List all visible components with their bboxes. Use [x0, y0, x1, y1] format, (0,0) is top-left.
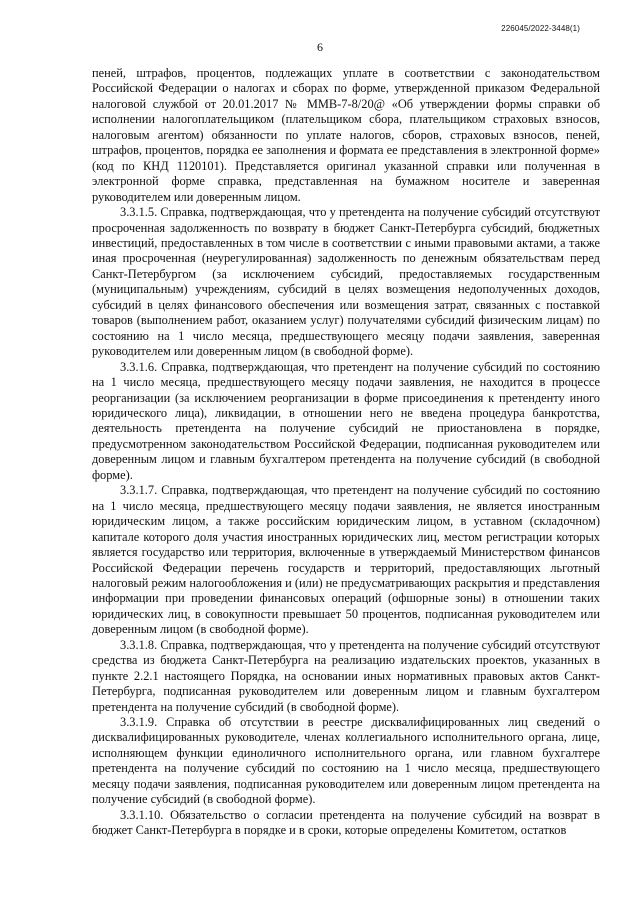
paragraph-3-3-1-8: 3.3.1.8. Справка, подтверждающая, что у претендента на получение субсидий отсутствуют средства из бюджета Санкт-Петербурга на реализацию издательских проектов, указанных в пункте 2.2.1 настоящего Порядка, на основании иных нормативных правовых актов Санкт-Петербурга, подписанная руководителем или доверенным лицом и главным бухгалтером претендента на получение субсидий (в свободной форме). [92, 637, 600, 714]
paragraph-3-3-1-5: 3.3.1.5. Справка, подтверждающая, что у претендента на получение субсидий отсутствуют просроченная задолженность по возврату в бюджет Санкт-Петербурга субсидий, бюджетных инвестиций, предоставленных в том числе в соответствии с иными правовыми актами, а также иная просроченная (неурегулированная) задолженность по денежным обязательствам перед Санкт-Петербургом (за исключением субсидий, предоставляемых государственным (муниципальным) учреждениям, субсидий в целях возмещения недополученных доходов, субсидий в целях финансового обеспечения или возмещения затрат, связанных с поставкой товаров (выполнением работ, оказанием услуг) получателями субсидий физическим лицам) по состоянию на 1 число месяца, предшествующего месяцу подачи заявления, заверенная руководителем или доверенным лицом (в свободной форме). [92, 205, 600, 359]
paragraph-3-3-1-9: 3.3.1.9. Справка об отсутствии в реестре дисквалифицированных лиц сведений о дисквалифицированных руководителе, членах коллегиального исполнительного органа, лице, исполняющем функции единоличного исполнительного органа, или главном бухгалтере претендента на получение субсидий по состоянию на 1 число месяца, предшествующего месяцу подачи заявления, подписанная руководителем или доверенным лицом претендента на получение субсидий (в свободной форме). [92, 715, 600, 807]
paragraph-3-3-1-6: 3.3.1.6. Справка, подтверждающая, что претендент на получение субсидий по состоянию на 1 число месяца, предшествующего месяцу подачи заявления, не находится в процессе реорганизации (за исключением реорганизации в форме присоединения к претенденту иного юридического лица), ликвидации, в отношении него не введена процедура банкротства, деятельность претендента на получение субсидий не приостановлена в порядке, предусмотренном законодательством Российской Федерации, подписанная руководителем или доверенным лицом и главным бухгалтером претендента на получение субсидий (в свободной форме). [92, 359, 600, 482]
document-body [92, 66, 600, 839]
paragraph-continuation: пеней, штрафов, процентов, подлежащих уплате в соответствии с законодательством Российской Федерации о налогах и сборах по форме, утвержденной приказом Федеральной налоговой службой от 20.01.2017 № ММВ-7-8/20@ «Об утверждении формы справки об исполнении налогоплательщиком (плательщиком сбора, плательщиком страховых взносов, налоговым агентом) обязанности по уплате налогов, сборов, страховых взносов, пеней, штрафов, процентов, порядка ее заполнения и формата ее представления в электронной форме» (код по КНД 1120101). Представляется оригинал указанной справки или полученная в электронной форме справка, представленная на бумажном носителе и заверенная руководителем или доверенным лицом. [92, 66, 600, 204]
document-id: 226045/2022-3448(1) [501, 24, 580, 33]
paragraph-3-3-1-7: 3.3.1.7. Справка, подтверждающая, что претендент на получение субсидий по состоянию на 1 число месяца, предшествующего месяцу подачи заявления, не является иностранным юридическим лицом, а также российским юридическим лицом, в уставном (складочном) капитале которого доля участия иностранных юридических лиц, местом регистрации которых является государство или территория, включенные в утверждаемый Министерством финансов Российской Федерации перечень государств и территорий, предоставляющих льготный налоговый режим налогообложения и (или) не предусматривающих раскрытия и представления информации при проведении финансовых операций (офшорные зоны) в отношении таких юридических лиц, в совокупности превышает 50 процентов, подписанная руководителем или доверенным лицом (в свободной форме). [92, 483, 600, 637]
paragraph-3-3-1-10: 3.3.1.10. Обязательство о согласии претендента на получение субсидий на возврат в бюджет Санкт-Петербурга в порядке и в сроки, которые определены Комитетом, остатков [92, 807, 600, 838]
page-number: 6 [317, 40, 323, 54]
